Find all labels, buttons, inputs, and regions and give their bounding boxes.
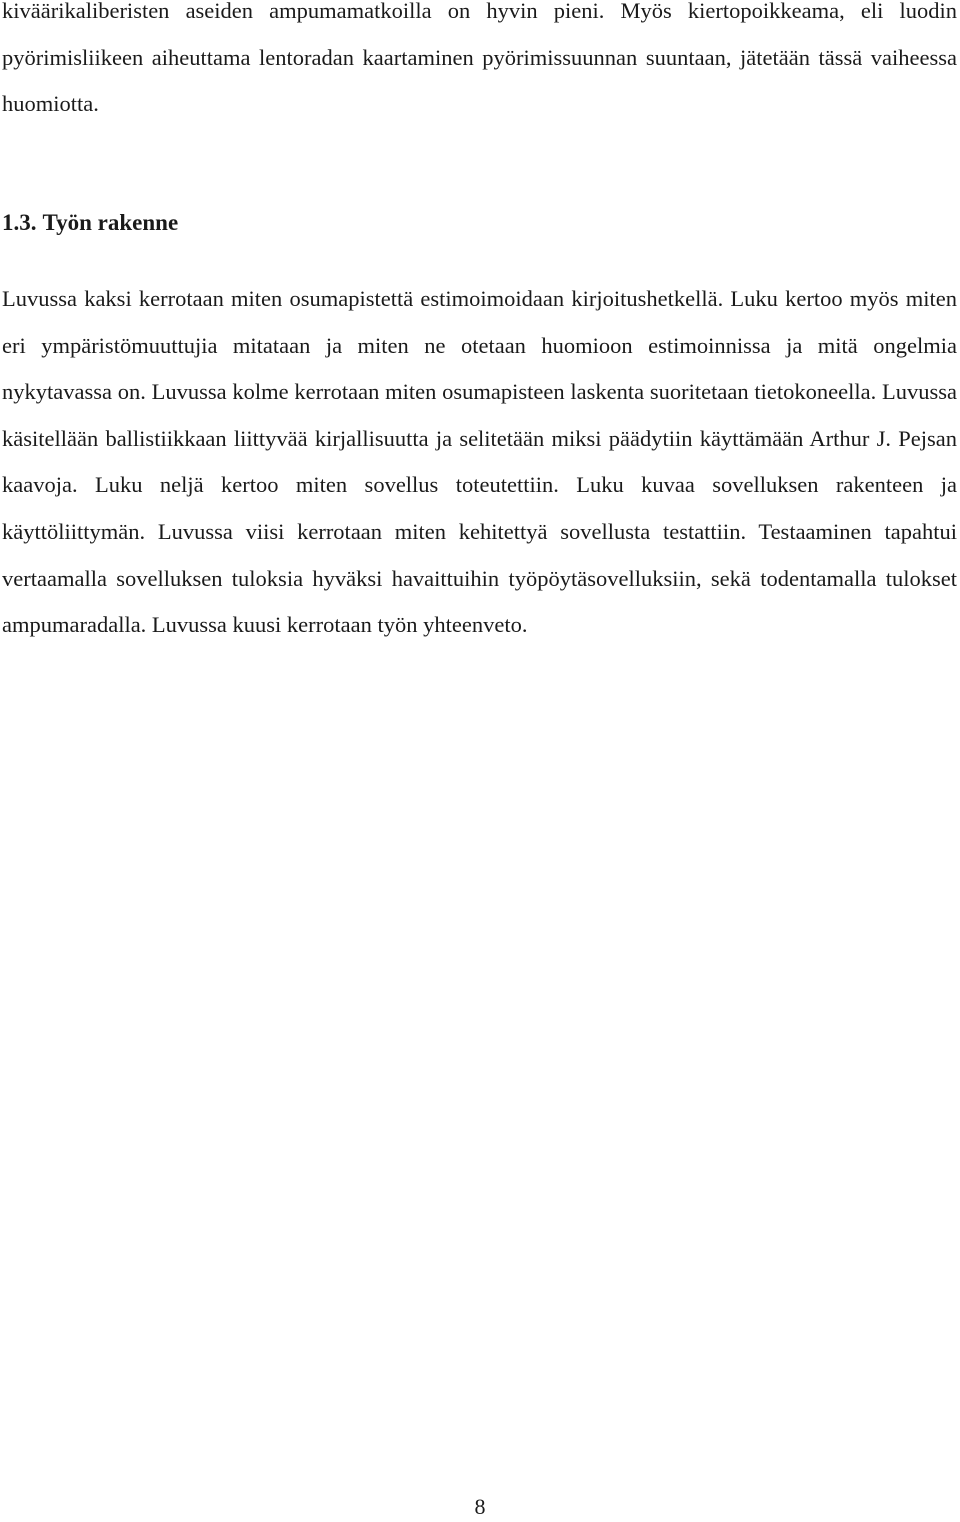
section-title: Työn rakenne	[42, 210, 179, 235]
intro-paragraph: kiväärikaliberisten aseiden ampumamatkoilla on hyvin pieni. Myös kiertopoikkeama, eli luodin pyörimisliikeen aiheuttama lentoradan kaartaminen pyörimissuunnan suuntaan, jätetään tässä vaiheessa huomiotta.	[2, 0, 957, 117]
body-paragraph: Luvussa kaksi kerrotaan miten osumapistettä estimoimoidaan kirjoitushetkellä. Luku kertoo myös miten eri ympäristömuuttujia mitataan ja miten ne otetaan huomioon estimoinnissa ja mitä ongelmia nykytavassa on. Luvussa kolme kerrotaan miten osumapisteen laskenta suoritetaan tietokoneella. Luvussa käsitellään ballistiikkaan liittyvää kirjallisuutta ja selitetään miksi päädytiin käyttämään Arthur J. Pejsan kaavoja. Luku neljä kertoo miten sovellus toteutettiin. Luku kuvaa sovelluksen rakenteen ja käyttöliittymän. Luvussa viisi kerrotaan miten kehitettyä sovellusta testattiin. Testaaminen tapahtui vertaamalla sovelluksen tuloksia hyväksi havaittuihin työpöytäsovelluksiin, sekä todentamalla tulokset ampumaradalla. Luvussa kuusi kerrotaan työn yhteenveto.	[2, 286, 957, 638]
section-heading	[2, 205, 178, 241]
section-number: 1.3.	[2, 210, 37, 235]
page-number: 8	[474, 1494, 486, 1519]
